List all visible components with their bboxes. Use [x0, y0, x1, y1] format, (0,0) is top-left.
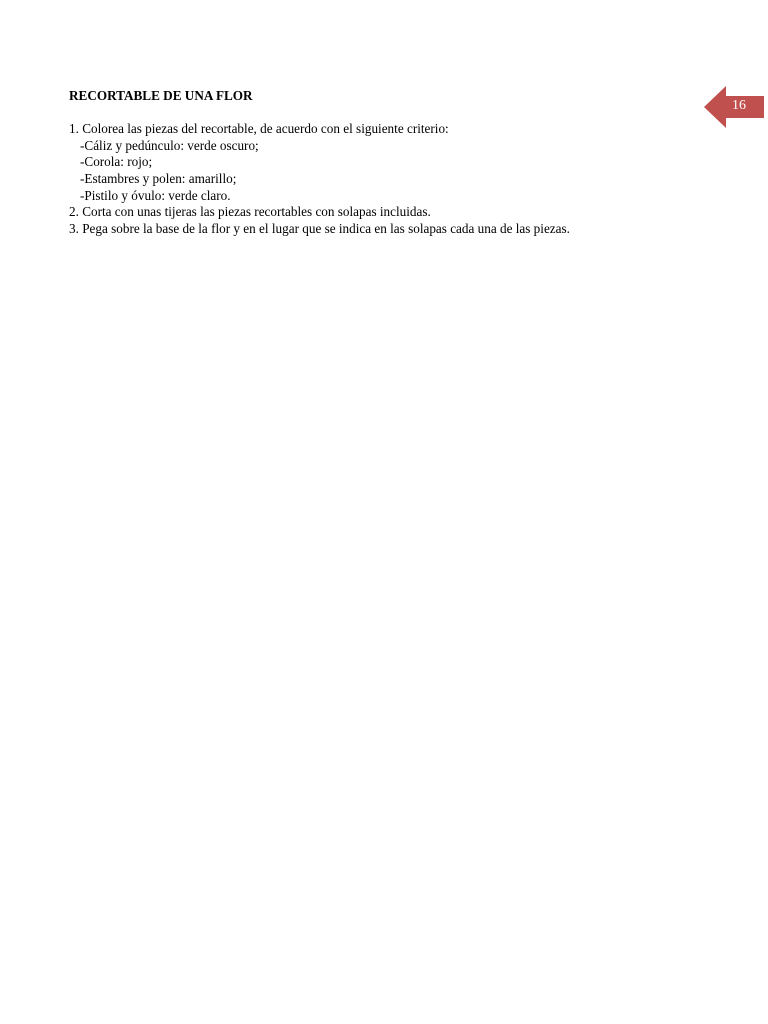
instruction-criterion-caliz: -Cáliz y pedúnculo: verde oscuro; — [80, 137, 259, 153]
page-number: 16 — [732, 98, 746, 113]
instruction-criterion-corola: -Corola: rojo; — [80, 154, 153, 170]
document-title: RECORTABLE DE UNA FLOR — [69, 88, 253, 103]
document-body — [69, 88, 699, 237]
instruction-step-2: 2. Corta con unas tijeras las piezas recortables con solapas incluidas. — [69, 204, 431, 220]
instruction-step-1: 1. Colorea las piezas del recortable, de acuerdo con el siguiente criterio: — [69, 121, 449, 137]
instruction-criterion-pistilo: -Pistilo y óvulo: verde claro. — [80, 187, 231, 203]
instruction-step-3: 3. Pega sobre la base de la flor y en el lugar que se indica en las solapas cada una de las piezas. — [69, 220, 570, 236]
spacer — [69, 105, 699, 122]
instruction-criterion-estambres: -Estambres y polen: amarillo; — [80, 170, 237, 186]
